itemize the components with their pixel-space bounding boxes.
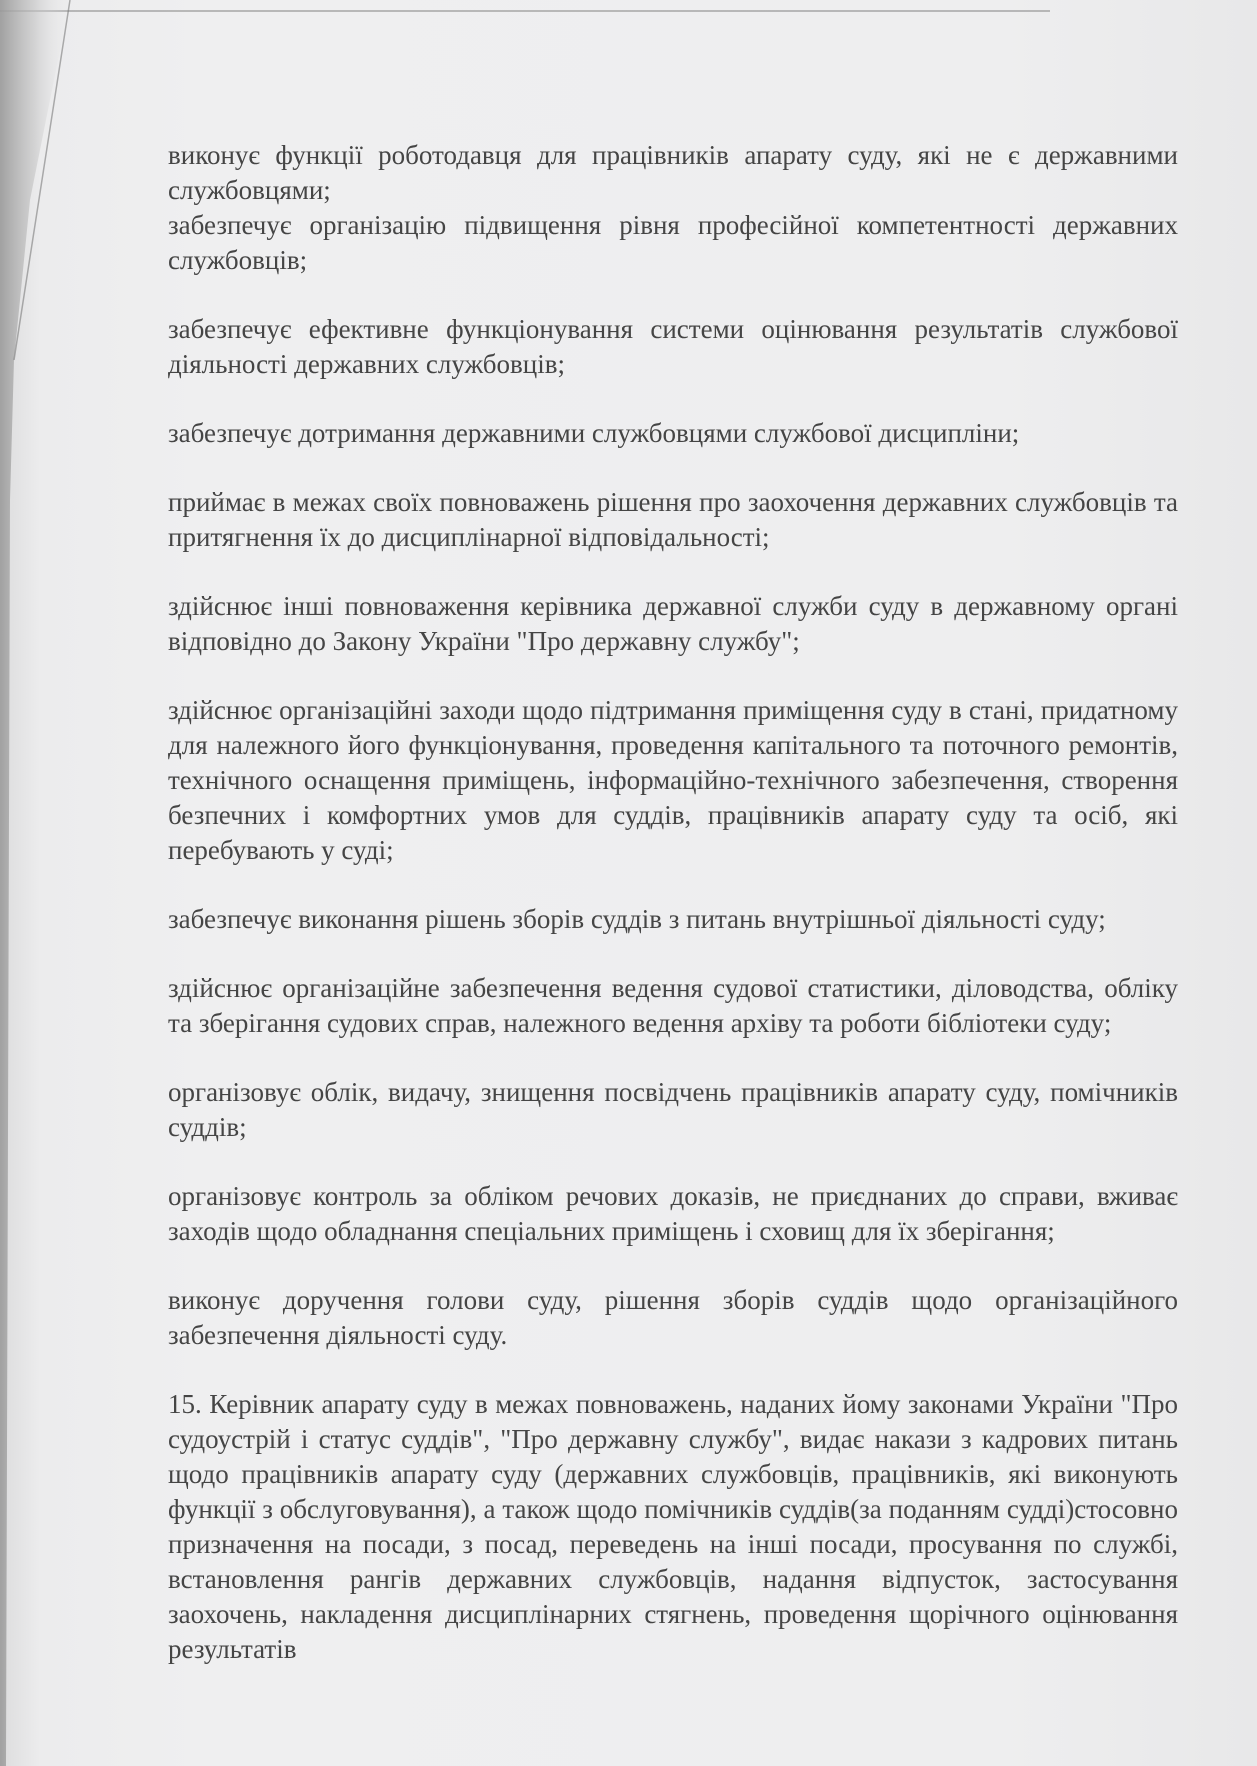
paragraph-gap (168, 1249, 1178, 1283)
paragraph: виконує функції роботодавця для працівників апарату суду, які не є державними службовцями; (168, 140, 1178, 205)
document-body (168, 138, 1178, 1667)
paragraph: здійснює інші повноваження керівника державної служби суду в державному органі відповідно до Закону України "Про державну службу"; (168, 591, 1178, 656)
paragraph-gap (168, 868, 1178, 902)
paragraph: забезпечує організацію підвищення рівня професійної компетентності державних службовців; (168, 210, 1178, 275)
paragraph-gap (168, 382, 1178, 416)
paragraph-gap (168, 278, 1178, 312)
paragraph-gap (168, 937, 1178, 971)
paragraph: забезпечує ефективне функціонування системи оцінювання результатів службової діяльності державних службовців; (168, 314, 1178, 379)
paragraph: здійснює організаційні заходи щодо підтримання приміщення суду в стані, придатному для належного його функціонування, проведення капітального та поточного ремонтів, технічного оснащення приміщень, інформаційно-технічного забезпечення, створення безпечних і комфортних умов для суддів, працівників апарату суду та осіб, які перебувають у суді; (168, 695, 1178, 865)
paragraph: організовує облік, видачу, знищення посвідчень працівників апарату суду, помічників суддів; (168, 1077, 1178, 1142)
paragraph: організовує контроль за обліком речових доказів, не приєднаних до справи, вживає заходів щодо обладнання спеціальних приміщень і сховищ для їх зберігання; (168, 1181, 1178, 1246)
paragraph-gap (168, 1145, 1178, 1179)
paragraph: забезпечує дотримання державними службовцями службової дисципліни; (168, 418, 1020, 448)
paragraph-gap (168, 451, 1178, 485)
paragraph-15: 15. Керівник апарату суду в межах повноважень, наданих йому законами України "Про судоустрій і статус суддів", "Про державну службу", видає накази з кадрових питань щодо працівників апарату суду (державних службовців, працівників, які виконують функції з обслуговування), а також щодо помічників суддів(за поданням судді)стосовно призначення на посади, з посад, переведень на інші посади, просування по службі, встановлення рангів державних службовців, надання відпусток, застосування заохочень, накладення дисциплінарних стягнень, проведення щорічного оцінювання результатів (168, 1389, 1178, 1664)
paragraph-gap (168, 1041, 1178, 1075)
paragraph: здійснює організаційне забезпечення ведення судової статистики, діловодства, обліку та зберігання судових справ, належного ведення архіву та роботи бібліотеки суду; (168, 973, 1178, 1038)
scan-top-edge (0, 0, 1050, 12)
paragraph: приймає в межах своїх повноважень рішення про заохочення державних службовців та притягнення їх до дисциплінарної відповідальності; (168, 487, 1178, 552)
paragraph-gap (168, 1353, 1178, 1387)
paragraph: виконує доручення голови суду, рішення зборів суддів щодо організаційного забезпечення діяльності суду. (168, 1285, 1178, 1350)
page-fold-shadow (0, 0, 80, 1766)
paragraph-gap (168, 659, 1178, 693)
paragraph: забезпечує виконання рішень зборів суддів з питань внутрішньої діяльності суду; (168, 904, 1106, 934)
paragraph-gap (168, 555, 1178, 589)
